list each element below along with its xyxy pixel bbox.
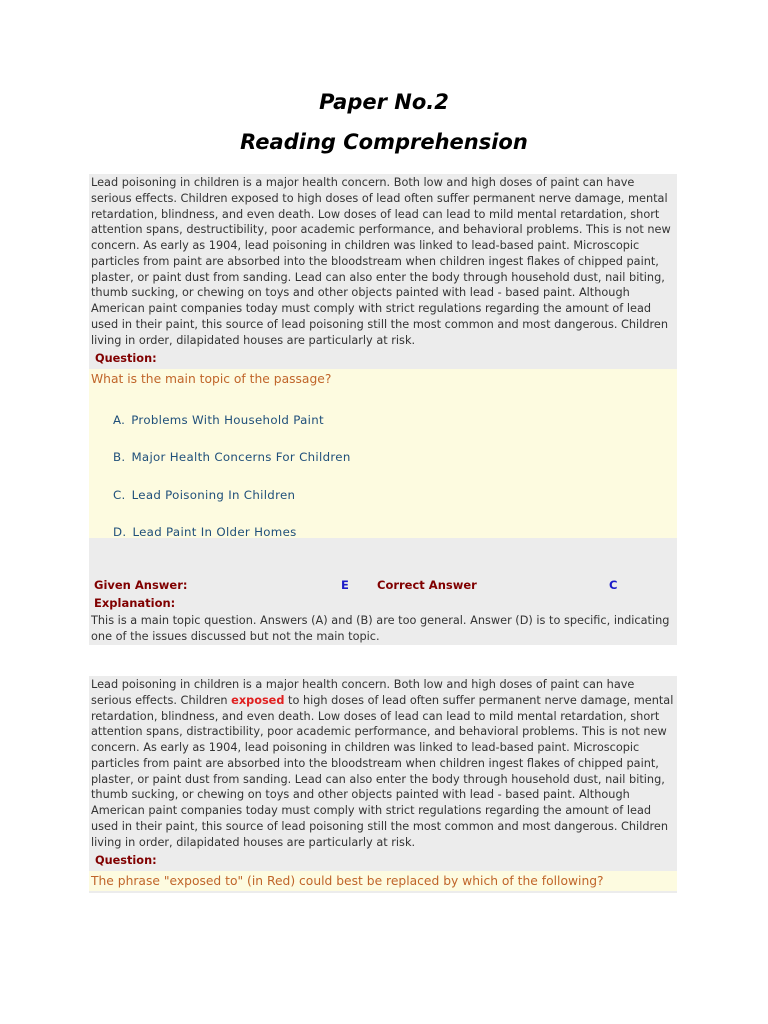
question-box <box>89 369 677 538</box>
given-answer-value: E <box>341 578 349 592</box>
given-answer-label: Given Answer: <box>94 578 188 592</box>
section-title: Reading Comprehension <box>240 130 528 154</box>
option-label: Problems With Household Paint <box>131 413 324 427</box>
passage-text: Lead poisoning in children is a major health concern. Both low and high doses of paint can have serious effects. Children exposed to high doses of lead often suffer permanent nerve damage, mental retardation, blindness, and even death. Low doses of lead can lead to mild mental retardation, short attention spans, destructibility, poor academic performance, and behavioral problems. This is not new concern. As early as 1904, lead poisoning in children was linked to lead-based paint. Microscopic particles from paint are absorbed into the bloodstream when children ingest flakes of chipped paint, plaster, or paint dust from sanding. Lead can also enter the body through household dust, nail biting, thumb sucking, or chewing on toys and other objects painted with lead - based paint. Although American paint companies today must comply with strict regulations regarding the amount of lead used in their paint, this source of lead poisoning still the most common and most dangerous. Children living in order, dilapidated houses are particularly at risk. <box>91 176 671 347</box>
highlighted-word: exposed <box>231 693 285 707</box>
paper-title: Paper No.2 <box>319 90 449 114</box>
option-label: Lead Poisoning In Children <box>131 488 296 502</box>
option-d[interactable] <box>113 525 297 539</box>
correct-answer-value: C <box>609 578 618 592</box>
option-letter: D. <box>113 525 127 539</box>
question-label: Question: <box>95 352 157 365</box>
option-label: Major Health Concerns For Children <box>131 450 351 464</box>
question-label: Question: <box>95 854 157 867</box>
passage-text <box>91 677 675 850</box>
correct-answer-label: Correct Answer <box>377 578 477 592</box>
option-letter: A. <box>113 413 126 427</box>
explanation-label: Explanation: <box>94 596 176 610</box>
option-c[interactable] <box>113 488 295 502</box>
option-letter: B. <box>113 450 126 464</box>
option-letter: C. <box>113 488 126 502</box>
question-text: The phrase "exposed to" (in Red) could best be replaced by which of the following? <box>91 874 604 888</box>
passage-after: to high doses of lead often suffer permanent nerve damage, mental retardation, blindness, and even death. Low doses of lead can lead to mild mental retardation, short attention spans, distractibility, poor academic performance, and behavioral problems. This is not new concern. As early as 1904, lead poisoning in children was linked to lead-based paint. Microscopic particles from paint are absorbed into the bloodstream when children ingest flakes of chipped paint, plaster, or paint dust from sanding. Lead can also enter the body through household dust, nail biting, thumb sucking, or chewing on toys and other objects painted with lead - based paint. Although American paint companies today must comply with strict regulations regarding the amount of lead used in their paint, this source of lead poisoning still the most common and most dangerous. Children living in order, dilapidated houses are particularly at risk. <box>91 693 674 849</box>
answer-row <box>89 578 677 594</box>
question-text: What is the main topic of the passage? <box>91 372 332 386</box>
option-label: Lead Paint In Older Homes <box>132 525 297 539</box>
option-b[interactable] <box>113 450 351 464</box>
question-block-1 <box>89 174 677 645</box>
question-block-2 <box>89 676 677 893</box>
question-box <box>89 871 677 891</box>
option-a[interactable] <box>113 413 324 427</box>
explanation-text: This is a main topic question. Answers (A) and (B) are too general. Answer (D) is to specific, indicating one of the issues discussed but not the main topic. <box>91 614 670 643</box>
passage-before: Lead poisoning in children is a major health concern. Both low and high doses of paint can have serious effects. Children <box>91 678 635 707</box>
